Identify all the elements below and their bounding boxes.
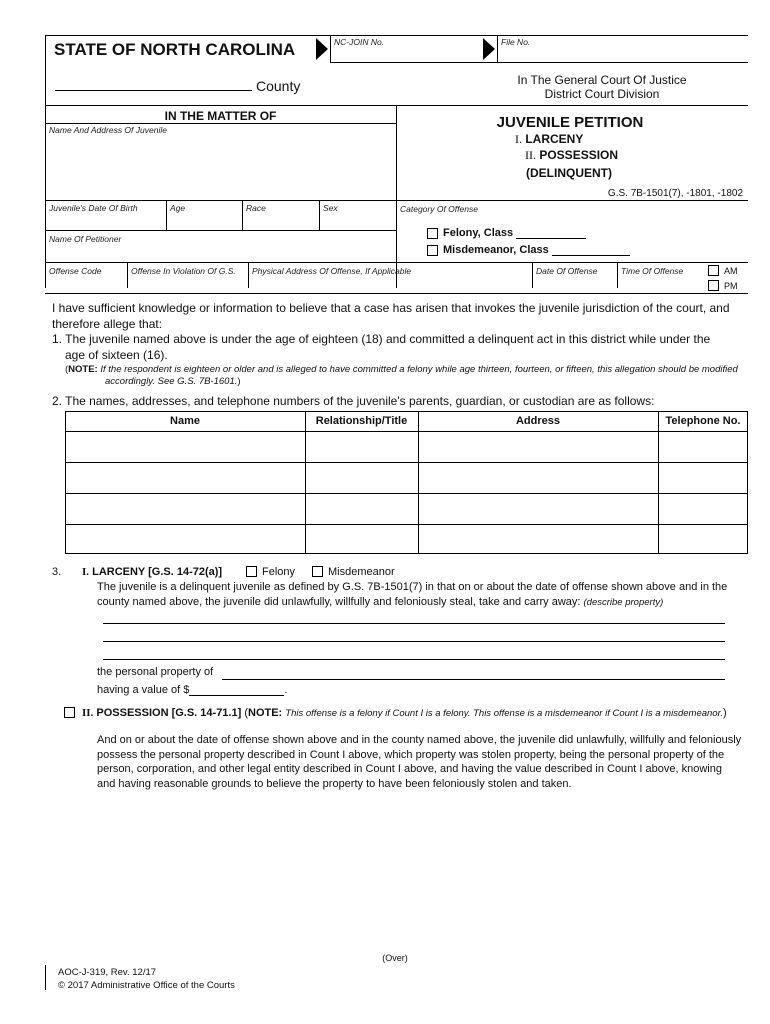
property-line[interactable] xyxy=(103,623,725,624)
col-name: Name xyxy=(170,415,200,427)
age-label: Age xyxy=(170,203,186,213)
count-1-roman: I. xyxy=(515,132,522,146)
possession-roman: II. xyxy=(82,707,94,719)
value-field[interactable] xyxy=(189,695,284,696)
arrow-icon xyxy=(483,38,495,60)
count-2-roman: II. xyxy=(525,148,536,162)
owner-field[interactable] xyxy=(222,679,725,680)
table-row[interactable] xyxy=(66,494,747,523)
col-telephone: Telephone No. xyxy=(665,415,741,427)
note-1: (NOTE: If the respondent is eighteen or older and is alleged to have committed a felony while age thirteen, fourteen, or fifteen, this allegation should be modified accordingly. See G.S. 7B-1601.) xyxy=(65,364,738,387)
dob-label: Juvenile's Date Of Birth xyxy=(49,203,138,213)
court-line-1: In The General Court Of Justice xyxy=(517,73,687,87)
table-row[interactable] xyxy=(66,432,747,461)
property-line[interactable] xyxy=(103,641,725,642)
form-number: AOC-J-319, Rev. 12/17 xyxy=(58,967,157,978)
larceny-text xyxy=(97,580,737,610)
note-1-text: If the respondent is eighteen or older and is alleged to have committed a felony while age thirteen, fourteen, or fifteen, this allegation should be modified accordingly. See G.S. 7B-1601. xyxy=(100,364,738,387)
personal-property-label: the personal property of xyxy=(97,666,214,678)
larceny-title: LARCENY [G.S. 14-72(a)] xyxy=(92,566,223,578)
felony-class-field[interactable] xyxy=(516,238,586,239)
race-label: Race xyxy=(246,203,266,213)
offense-code-label: Offense Code xyxy=(49,266,102,276)
intro-text: I have sufficient knowledge or information to believe that a case has arisen that invokes the juvenile jurisdiction of the court, and therefore allege that: xyxy=(52,301,730,331)
am-checkbox[interactable] xyxy=(708,265,719,276)
county-label: County xyxy=(256,78,301,94)
larceny-body: The juvenile is a delinquent juvenile as defined by G.S. 7B-1501(7) in that on or about the date of offense shown above and in the county named above, the juvenile did unlawfully, willfully and feloniously steal, take and carry away: xyxy=(97,581,728,608)
offense-date-label: Date Of Offense xyxy=(536,266,598,276)
copyright: © 2017 Administrative Office of the Courts xyxy=(58,980,235,991)
county-field[interactable] xyxy=(55,90,252,91)
larceny-felony-label: Felony xyxy=(262,566,296,578)
col-address: Address xyxy=(515,415,561,427)
item-2-text: 2. The names, addresses, and telephone numbers of the juvenile's parents, guardian, or custodian are as follows: xyxy=(52,394,655,408)
larceny-felony-checkbox[interactable] xyxy=(246,566,257,577)
offense-address-label: Physical Address Of Offense, If Applicable xyxy=(252,266,412,276)
possession-note-label: NOTE: xyxy=(248,707,283,719)
misdemeanor-class-label: Misdemeanor, Class xyxy=(443,244,549,256)
misdemeanor-checkbox[interactable] xyxy=(427,245,438,256)
property-line[interactable] xyxy=(103,659,725,660)
sex-label: Sex xyxy=(323,203,338,213)
larceny-heading xyxy=(82,566,222,578)
count-2-heading xyxy=(525,148,618,163)
col-relationship: Relationship/Title xyxy=(315,415,408,427)
matter-title: IN THE MATTER OF xyxy=(164,109,277,123)
over-label: (Over) xyxy=(382,953,408,963)
pm-checkbox[interactable] xyxy=(708,280,719,291)
larceny-roman: I. xyxy=(82,566,90,578)
describe-property-hint: (describe property) xyxy=(583,596,664,608)
possession-body: And on or about the date of offense shown above and in the county named above, the juvenile did unlawfully, willfully and feloniously possess the personal property described in Count I above, which property was stolen property, being the personal property of the person, corporation, and other legal entity described in Count I above, and having the value described in Count I above, knowing and having reasonable grounds to believe the property to have been feloniously stolen and taken. xyxy=(97,734,742,790)
possession-title: POSSESSION [G.S. 14-71.1] xyxy=(96,707,242,719)
value-row: having a value of $ . xyxy=(97,684,288,696)
possession-heading: II. POSSESSION [G.S. 14-71.1] (NOTE: This offense is a felony if Count I is a felony. This offense is a misdemeanor if Count I is a misdemeanor.) xyxy=(82,707,727,719)
larceny-misdemeanor-label: Misdemeanor xyxy=(328,566,395,578)
item-1-text: 1. The juvenile named above is under the age of eighteen (18) and committed a delinquent act in this district while under the age of sixteen (16). xyxy=(52,332,711,362)
court-line-2: District Court Division xyxy=(544,87,660,101)
felony-class-row xyxy=(443,227,586,239)
larceny-misdemeanor-checkbox[interactable] xyxy=(312,566,323,577)
petitioner-label: Name Of Petitioner xyxy=(49,234,122,244)
category-label: Category Of Offense xyxy=(400,204,478,214)
table-row[interactable] xyxy=(66,463,747,492)
offense-time-label: Time Of Offense xyxy=(621,266,684,276)
misdemeanor-class-field[interactable] xyxy=(552,255,630,256)
file-no-label: File No. xyxy=(501,37,531,47)
state-title: STATE OF NORTH CAROLINA xyxy=(54,40,296,59)
offense-violation-label: Offense In Violation Of G.S. xyxy=(131,266,236,276)
item-3-number: 3. xyxy=(52,566,62,578)
felony-checkbox[interactable] xyxy=(427,228,438,239)
count-1-heading xyxy=(515,132,583,147)
felony-class-label: Felony, Class xyxy=(443,227,514,239)
value-prefix: having a value of $ xyxy=(97,684,190,696)
juvenile-name-address-field[interactable] xyxy=(46,136,395,198)
note-1-label: NOTE: xyxy=(68,364,98,375)
misdemeanor-class-row xyxy=(443,244,630,256)
statute: G.S. 7B-1501(7), -1801, -1802 xyxy=(607,188,743,199)
petition-type: (DELINQUENT) xyxy=(526,166,612,180)
pm-label: PM xyxy=(724,281,738,291)
possession-checkbox[interactable] xyxy=(64,707,75,718)
table-row[interactable] xyxy=(66,525,747,553)
arrow-icon xyxy=(316,38,328,60)
count-1-label: LARCENY xyxy=(525,132,584,146)
petition-title: JUVENILE PETITION xyxy=(496,114,644,131)
name-address-label: Name And Address Of Juvenile xyxy=(49,125,167,135)
nc-join-label: NC-JOIN No. xyxy=(334,37,385,47)
possession-note-text: This offense is a felony if Count I is a felony. This offense is a misdemeanor if Count I is a misdemeanor. xyxy=(285,708,724,719)
am-label: AM xyxy=(724,266,738,276)
count-2-label: POSSESSION xyxy=(539,148,619,162)
